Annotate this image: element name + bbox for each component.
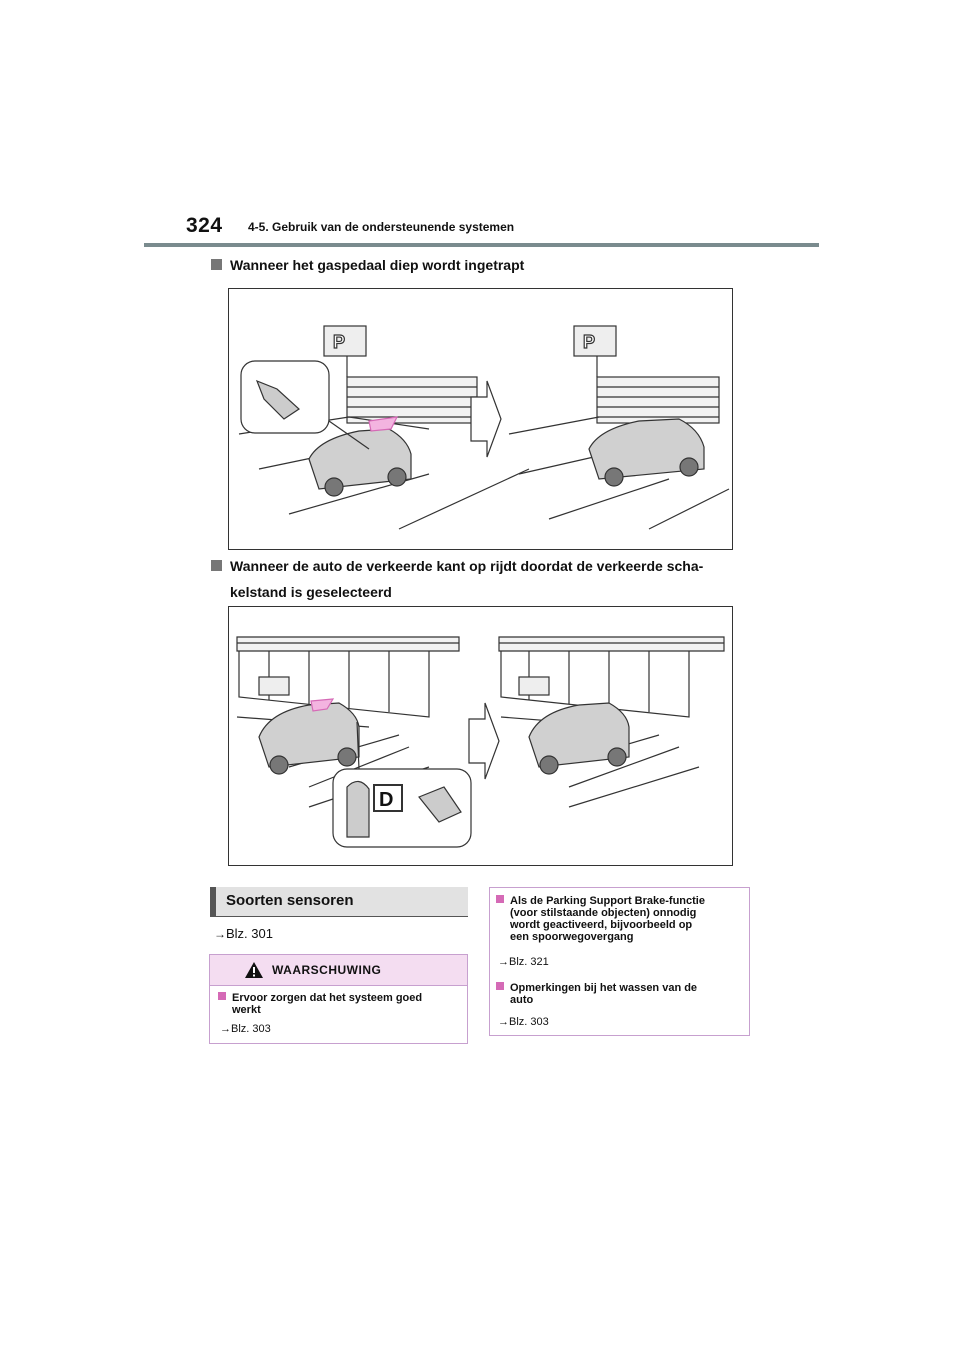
bullet-square-icon bbox=[496, 895, 504, 903]
info-item-2-line2: auto bbox=[510, 994, 534, 1006]
heading-gaspedal bbox=[211, 252, 524, 278]
sensor-section-title: Soorten sensoren bbox=[226, 892, 354, 909]
warning-triangle-icon bbox=[244, 961, 264, 979]
info-item-1-line3: wordt geactiveerd, bijvoorbeeld op bbox=[510, 919, 693, 931]
warning-title: WAARSCHUWING bbox=[272, 963, 382, 977]
bullet-square-icon bbox=[211, 259, 222, 270]
info-item-2-ref-text: Blz. 303 bbox=[509, 1016, 549, 1028]
illustration-gaspedal bbox=[228, 288, 733, 550]
bullet-square-icon bbox=[211, 560, 222, 571]
info-item-2 bbox=[496, 982, 697, 1006]
section-title: 4-5. Gebruik van de ondersteunende systemen bbox=[248, 220, 515, 234]
info-item-1-line4: een spoorwegovergang bbox=[510, 931, 634, 943]
warning-ref-text: Blz. 303 bbox=[231, 1023, 271, 1035]
heading-wrong-direction-line2: kelstand is geselecteerd bbox=[230, 584, 392, 600]
svg-text:P: P bbox=[333, 332, 346, 352]
warning-item bbox=[218, 992, 422, 1016]
info-item-1-line2: (voor stilstaande objecten) onnodig bbox=[510, 907, 697, 919]
heading-wrong-direction bbox=[211, 553, 751, 605]
info-item-1-line1: Als de Parking Support Brake-functie bbox=[510, 895, 705, 907]
header-rule bbox=[144, 243, 819, 247]
arrow-right-icon: → bbox=[498, 956, 509, 968]
info-item-1 bbox=[496, 895, 705, 943]
sensor-ref-text: Blz. 301 bbox=[226, 926, 273, 941]
arrow-right-icon: → bbox=[220, 1023, 231, 1035]
info-item-1-ref-text: Blz. 321 bbox=[509, 956, 549, 968]
warning-box bbox=[209, 954, 468, 1044]
heading-wrong-direction-line1: Wanneer de auto de verkeerde kant op rijdt doordat de verkeerde scha- bbox=[230, 558, 704, 574]
warning-header bbox=[210, 955, 467, 986]
warning-item-line1: Ervoor zorgen dat het systeem goed bbox=[232, 992, 423, 1004]
info-box bbox=[489, 887, 750, 1036]
info-item-1-ref bbox=[498, 956, 549, 968]
bullet-square-icon bbox=[496, 982, 504, 990]
gear-letter: D bbox=[379, 789, 394, 811]
sensor-page-ref bbox=[214, 926, 273, 941]
heading-gaspedal-text: Wanneer het gaspedaal diep wordt ingetrapt bbox=[230, 257, 525, 273]
arrow-right-icon: → bbox=[214, 927, 226, 941]
warning-page-ref bbox=[220, 1023, 271, 1035]
info-item-2-line1: Opmerkingen bij het wassen van de bbox=[510, 982, 698, 994]
storefront-illustration bbox=[229, 607, 732, 865]
parking-wall-illustration bbox=[229, 289, 732, 549]
page-number: 324 bbox=[186, 214, 223, 237]
arrow-right-icon: → bbox=[498, 1016, 509, 1028]
illustration-wrong-direction bbox=[228, 606, 733, 866]
svg-text:P: P bbox=[583, 332, 596, 352]
sensor-section-header bbox=[210, 887, 468, 917]
bullet-square-icon bbox=[218, 992, 226, 1000]
info-item-2-ref bbox=[498, 1016, 549, 1028]
warning-item-line2: werkt bbox=[232, 1004, 261, 1016]
